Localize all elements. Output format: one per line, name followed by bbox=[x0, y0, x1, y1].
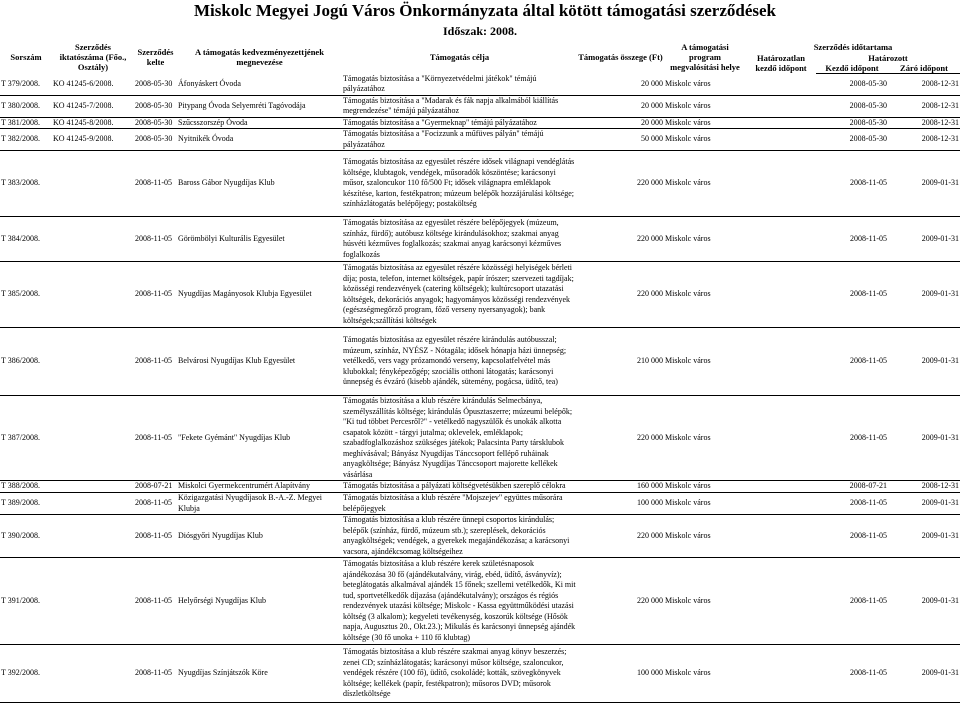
table-row bbox=[0, 117, 960, 129]
sorszam-cell: T 385/2008. bbox=[0, 262, 52, 328]
osszeg-cell: 100 000 bbox=[577, 493, 664, 515]
iktatoszam-cell bbox=[52, 217, 134, 262]
header-idotartam: Szerződés időtartama bbox=[813, 41, 893, 52]
hatarozatlan-cell bbox=[746, 217, 816, 262]
kelte-cell: 2008-11-05 bbox=[134, 262, 177, 328]
sorszam-cell: T 384/2008. bbox=[0, 217, 52, 262]
header-iktatoszam: Szerződés iktatószáma (Főo., Osztály) bbox=[59, 41, 127, 72]
hatarozatlan-cell bbox=[746, 515, 816, 558]
celja-cell: Támogatás biztosítása a klub részére "Mojszejev" együttes műsorára belépőjegyek bbox=[342, 493, 577, 515]
osszeg-cell: 20 000 bbox=[577, 117, 664, 129]
celja-cell: Támogatás biztosítása a "Focizzunk a műfüves pályán" témájú pályázatához bbox=[342, 129, 577, 151]
hatarozatlan-cell bbox=[746, 645, 816, 703]
celja-cell: Támogatás biztosítása az egyesület részére közösségi helyiségek bérleti díja; posta, telefon, internet költségek, papír írószer; szervezeti tagdíjak; közösségi rendezvények (catering költségek); kultúrcsoport utazatási költségek, dekorációs anyagok; hagyományos közösségi rendezvények (egészségmegőrző program, főző verseny nyersanyagok); bank költségek;szállítási költségek bbox=[342, 262, 577, 328]
program-hely-cell: Miskolc város bbox=[664, 396, 746, 481]
kelte-cell: 2008-07-21 bbox=[134, 481, 177, 493]
kedvezmenyezett-cell: Szűcsszorszép Óvoda bbox=[177, 117, 342, 129]
kelte-cell: 2008-05-30 bbox=[134, 95, 177, 117]
osszeg-cell: 210 000 bbox=[577, 328, 664, 396]
program-hely-cell: Miskolc város bbox=[664, 129, 746, 151]
kelte-cell: 2008-11-05 bbox=[134, 328, 177, 396]
zaro-cell: 2009-01-31 bbox=[888, 558, 960, 645]
kedvezmenyezett-cell: Baross Gábor Nyugdíjas Klub bbox=[177, 151, 342, 217]
kedvezmenyezett-cell: Nyitnikék Óvoda bbox=[177, 129, 342, 151]
osszeg-cell: 160 000 bbox=[577, 481, 664, 493]
hatarozatlan-cell bbox=[746, 493, 816, 515]
zaro-cell: 2009-01-31 bbox=[888, 151, 960, 217]
table-row bbox=[0, 95, 960, 117]
header-celja: Támogatás célja bbox=[429, 51, 490, 62]
kelte-cell: 2008-11-05 bbox=[134, 151, 177, 217]
table-row bbox=[0, 129, 960, 151]
zaro-cell: 2009-01-31 bbox=[888, 515, 960, 558]
kelte-cell: 2008-11-05 bbox=[134, 558, 177, 645]
hatarozatlan-cell bbox=[746, 74, 816, 96]
table-body bbox=[0, 74, 960, 703]
table-row bbox=[0, 328, 960, 396]
program-hely-cell: Miskolc város bbox=[664, 558, 746, 645]
zaro-cell: 2009-01-31 bbox=[888, 217, 960, 262]
hatarozatlan-cell bbox=[746, 262, 816, 328]
hatarozatlan-cell bbox=[746, 129, 816, 151]
hatarozatlan-cell bbox=[746, 558, 816, 645]
sorszam-cell: T 389/2008. bbox=[0, 493, 52, 515]
celja-cell: Támogatás biztosítása a "Madarak és fák napja alkalmából kiállítás megrendezése" témájú pályázatához bbox=[342, 95, 577, 117]
kezdo-cell: 2008-05-30 bbox=[816, 129, 888, 151]
program-hely-cell: Miskolc város bbox=[664, 328, 746, 396]
osszeg-cell: 220 000 bbox=[577, 217, 664, 262]
zaro-cell: 2009-01-31 bbox=[888, 645, 960, 703]
kedvezmenyezett-cell: Diósgyőri Nyugdíjas Klub bbox=[177, 515, 342, 558]
sorszam-cell: T 386/2008. bbox=[0, 328, 52, 396]
sorszam-cell: T 387/2008. bbox=[0, 396, 52, 481]
kedvezmenyezett-cell: Közigazgatási Nyugdíjasok B.-A.-Z. Megyei Klubja bbox=[177, 493, 342, 515]
table-row bbox=[0, 396, 960, 481]
program-hely-cell: Miskolc város bbox=[664, 481, 746, 493]
kezdo-cell: 2008-11-05 bbox=[816, 645, 888, 703]
iktatoszam-cell bbox=[52, 493, 134, 515]
kedvezmenyezett-cell: Görömbölyi Kulturális Egyesület bbox=[177, 217, 342, 262]
osszeg-cell: 20 000 bbox=[577, 95, 664, 117]
osszeg-cell: 220 000 bbox=[577, 396, 664, 481]
osszeg-cell: 20 000 bbox=[577, 74, 664, 96]
sorszam-cell: T 382/2008. bbox=[0, 129, 52, 151]
zaro-cell: 2008-12-31 bbox=[888, 129, 960, 151]
kezdo-cell: 2008-11-05 bbox=[816, 396, 888, 481]
program-hely-cell: Miskolc város bbox=[664, 117, 746, 129]
kezdo-cell: 2008-11-05 bbox=[816, 151, 888, 217]
kezdo-cell: 2008-11-05 bbox=[816, 328, 888, 396]
table-row bbox=[0, 151, 960, 217]
kelte-cell: 2008-11-05 bbox=[134, 645, 177, 703]
table-row bbox=[0, 262, 960, 328]
celja-cell: Támogatás biztosítása a pályázati költségvetésükben szereplő célokra bbox=[342, 481, 577, 493]
kezdo-cell: 2008-05-30 bbox=[816, 74, 888, 96]
program-hely-cell: Miskolc város bbox=[664, 95, 746, 117]
kedvezmenyezett-cell: Miskolci Gyermekcentrumért Alapítvány bbox=[177, 481, 342, 493]
zaro-cell: 2008-12-31 bbox=[888, 95, 960, 117]
kelte-cell: 2008-11-05 bbox=[134, 217, 177, 262]
kedvezmenyezett-cell: Nyugdíjas Színjátszók Köre bbox=[177, 645, 342, 703]
program-hely-cell: Miskolc város bbox=[664, 151, 746, 217]
kelte-cell: 2008-05-30 bbox=[134, 74, 177, 96]
zaro-cell: 2008-12-31 bbox=[888, 74, 960, 96]
kelte-cell: 2008-11-05 bbox=[134, 515, 177, 558]
zaro-cell: 2008-12-31 bbox=[888, 117, 960, 129]
osszeg-cell: 220 000 bbox=[577, 262, 664, 328]
header-kelte: Szerződés kelte bbox=[137, 46, 174, 67]
program-hely-cell: Miskolc város bbox=[664, 262, 746, 328]
osszeg-cell: 220 000 bbox=[577, 558, 664, 645]
iktatoszam-cell bbox=[52, 151, 134, 217]
kezdo-cell: 2008-11-05 bbox=[816, 217, 888, 262]
zaro-cell: 2009-01-31 bbox=[888, 493, 960, 515]
header-kedvezmenyezett: A támogatás kedvezményezettjének megnevezése bbox=[195, 46, 324, 67]
kedvezmenyezett-cell: Áfonyáskert Óvoda bbox=[177, 74, 342, 96]
iktatoszam-cell: KO 41245-6/2008. bbox=[52, 74, 134, 96]
program-hely-cell: Miskolc város bbox=[664, 645, 746, 703]
sorszam-cell: T 390/2008. bbox=[0, 515, 52, 558]
sorszam-cell: T 392/2008. bbox=[0, 645, 52, 703]
osszeg-cell: 220 000 bbox=[577, 151, 664, 217]
iktatoszam-cell bbox=[52, 481, 134, 493]
zaro-cell: 2009-01-31 bbox=[888, 396, 960, 481]
kezdo-cell: 2008-11-05 bbox=[816, 262, 888, 328]
celja-cell: Támogatás biztosítása a klub részére szakmai anyag könyv beszerzés; zenei CD; színházlátogatás; karácsonyi műsor költsége, szaloncukor, vendégek részére (100 fő), üdítő, csokoládé; kották, szövegkönyvek költsége; kellékek (papír, festékpatron); műsoros DVD; műsorok díszletköltsége bbox=[342, 645, 577, 703]
iktatoszam-cell bbox=[52, 558, 134, 645]
celja-cell: Támogatás biztosítása az egyesület részére idősek világnapi vendéglátás költsége, klubtagok, vendégek, műsoradók köszöntése; karácsonyi műsor, szaloncukor 110 fő/500 Ft; idősek világnapra emléklapok készítése, karton, festékpatron; múzeum belépők hozzájárulási költsége; színházlátogatás belépőjegy; postaköltség bbox=[342, 151, 577, 217]
sorszam-cell: T 380/2008. bbox=[0, 95, 52, 117]
kezdo-cell: 2008-11-05 bbox=[816, 515, 888, 558]
celja-cell: Támogatás biztosítása a "Gyermeknap" témájú pályázatához bbox=[342, 117, 577, 129]
kedvezmenyezett-cell: Nyugdíjas Magányosok Klubja Egyesület bbox=[177, 262, 342, 328]
table-row bbox=[0, 217, 960, 262]
document-period: Időszak: 2008. bbox=[442, 24, 517, 38]
kedvezmenyezett-cell: Pitypang Óvoda Selyemréti Tagóvodája bbox=[177, 95, 342, 117]
sorszam-cell: T 388/2008. bbox=[0, 481, 52, 493]
celja-cell: Támogatás biztosítása a klub részére ünnepi csoportos kirándulás; belépők (színház, fürdő, múzeum stb.); szereplések, dekorációs anyagköltségek; vendégek, a gyerekek megajándékozása; a karácsonyi vacsora, ajándékcsomag költségeihez bbox=[342, 515, 577, 558]
sorszam-cell: T 391/2008. bbox=[0, 558, 52, 645]
celja-cell: Támogatás biztosítása a "Környezetvédelmi játékok" témájú pályázatához bbox=[342, 74, 577, 96]
kedvezmenyezett-cell: "Fekete Gyémánt" Nyugdíjas Klub bbox=[177, 396, 342, 481]
table-row bbox=[0, 645, 960, 703]
zaro-cell: 2009-01-31 bbox=[888, 328, 960, 396]
program-hely-cell: Miskolc város bbox=[664, 217, 746, 262]
celja-cell: Támogatás biztosítása a klub részére kirándulás Selmecbánya, személyszállítás költsége; kirándulás Ópusztaszerre; múzeumi belépők; "Ki tud többet Percesről?" - vetélkedő nagyszülők és unokák alkotta csapatok között - tárgyi jutalma; oklevelek, emléklapok; szabadfoglalkozáshoz szükséges játékok; Palacsinta Party társklubok meghívásával; Bányász Nyugdíjas Tánccsoport fellépő ruháinak anyagköltsége; Bányász Nyugdíjas Tánccsoport majorette kellékek vásárlása bbox=[342, 396, 577, 481]
program-hely-cell: Miskolc város bbox=[664, 74, 746, 96]
celja-cell: Támogatás biztosítása az egyesület részére kirándulás autóbusszal; múzeum, színház, NYÉSZ - Nótagála; idősek hónapja házi ünnepség; vetélkedő, vers vagy prózamondó verseny, kapcsolatfelvétel más klubokkal; fényképezőgép; szociális otthoni látogatás; karácsonyi ünnepség és évzáró (kisebb ajándék, sütemény, pogácsa, üdítő, tea) bbox=[342, 328, 577, 396]
header-program: A támogatási program megvalósítási helye bbox=[670, 41, 740, 72]
kezdo-cell: 2008-07-21 bbox=[816, 481, 888, 493]
iktatoszam-cell bbox=[52, 396, 134, 481]
iktatoszam-cell bbox=[52, 645, 134, 703]
sorszam-cell: T 381/2008. bbox=[0, 117, 52, 129]
osszeg-cell: 100 000 bbox=[577, 645, 664, 703]
hatarozatlan-cell bbox=[746, 328, 816, 396]
table-row bbox=[0, 74, 960, 96]
program-hely-cell: Miskolc város bbox=[664, 515, 746, 558]
contracts-table bbox=[0, 40, 960, 703]
iktatoszam-cell: KO 41245-7/2008. bbox=[52, 95, 134, 117]
header-sorszam: Sorszám bbox=[10, 51, 42, 62]
iktatoszam-cell bbox=[52, 328, 134, 396]
kezdo-cell: 2008-11-05 bbox=[816, 558, 888, 645]
hatarozatlan-cell bbox=[746, 151, 816, 217]
program-hely-cell: Miskolc város bbox=[664, 493, 746, 515]
kelte-cell: 2008-11-05 bbox=[134, 396, 177, 481]
table-row bbox=[0, 515, 960, 558]
kezdo-cell: 2008-05-30 bbox=[816, 95, 888, 117]
kedvezmenyezett-cell: Belvárosi Nyugdíjas Klub Egyesület bbox=[177, 328, 342, 396]
iktatoszam-cell: KO 41245-8/2008. bbox=[52, 117, 134, 129]
iktatoszam-cell bbox=[52, 515, 134, 558]
kelte-cell: 2008-05-30 bbox=[134, 117, 177, 129]
iktatoszam-cell: KO 41245-9/2008. bbox=[52, 129, 134, 151]
header-osszeg: Támogatás összege (Ft) bbox=[578, 51, 663, 62]
table-row bbox=[0, 481, 960, 493]
zaro-cell: 2009-01-31 bbox=[888, 262, 960, 328]
celja-cell: Támogatás biztosítása az egyesület részére belépőjegyek (múzeum, színház, fürdő); autóbusz költsége kirándulásokhoz; szakmai anyag húsvéti kézműves foglalkozás; szakmai anyag karácsonyi kézműves foglalkozás bbox=[342, 217, 577, 262]
document-title: Miskolc Megyei Jogú Város Önkormányzata által kötött támogatási szerződések bbox=[193, 1, 777, 20]
header-zaro: Záró időpont bbox=[888, 63, 960, 74]
sorszam-cell: T 379/2008. bbox=[0, 74, 52, 96]
hatarozatlan-cell bbox=[746, 95, 816, 117]
kelte-cell: 2008-05-30 bbox=[134, 129, 177, 151]
kezdo-cell: 2008-11-05 bbox=[816, 493, 888, 515]
kezdo-cell: 2008-05-30 bbox=[816, 117, 888, 129]
zaro-cell: 2008-12-31 bbox=[888, 481, 960, 493]
osszeg-cell: 50 000 bbox=[577, 129, 664, 151]
table-row bbox=[0, 558, 960, 645]
table-row bbox=[0, 493, 960, 515]
celja-cell: Támogatás biztosítása a klub részére kerek születésnaposok ajándékozása 30 fő (ajándékutalvány, virág, ebéd, üdítő, ásványvíz); beteglátogatás alkalmával ajándék 15 főnek; szellemi vetélkedők, Ki mit tud, sportvetélkedők díjazása (ajándékutalvány); országos és régiós rendezvények utazási költsége; Miskolc - Kassa együttműködési utazási költség (3 alkalom); kegyeleti tevékenység, koszorúk költsége (Hősök napja, Augusztus 20., Okt.23.); Mikulás és karácsonyi ünnepség ajándék költsége (30 fő unoka + 110 fő klubtag) bbox=[342, 558, 577, 645]
kedvezmenyezett-cell: Helyőrségi Nyugdíjas Klub bbox=[177, 558, 342, 645]
sorszam-cell: T 383/2008. bbox=[0, 151, 52, 217]
hatarozatlan-cell bbox=[746, 481, 816, 493]
hatarozatlan-cell bbox=[746, 117, 816, 129]
kelte-cell: 2008-11-05 bbox=[134, 493, 177, 515]
osszeg-cell: 220 000 bbox=[577, 515, 664, 558]
header-kezdo: Kezdő időpont bbox=[816, 63, 888, 74]
hatarozatlan-cell bbox=[746, 396, 816, 481]
iktatoszam-cell bbox=[52, 262, 134, 328]
header-hatarozatlan: Határozatlan kezdő időpont bbox=[755, 53, 807, 74]
header-hatarozott: Határozott bbox=[868, 53, 908, 63]
